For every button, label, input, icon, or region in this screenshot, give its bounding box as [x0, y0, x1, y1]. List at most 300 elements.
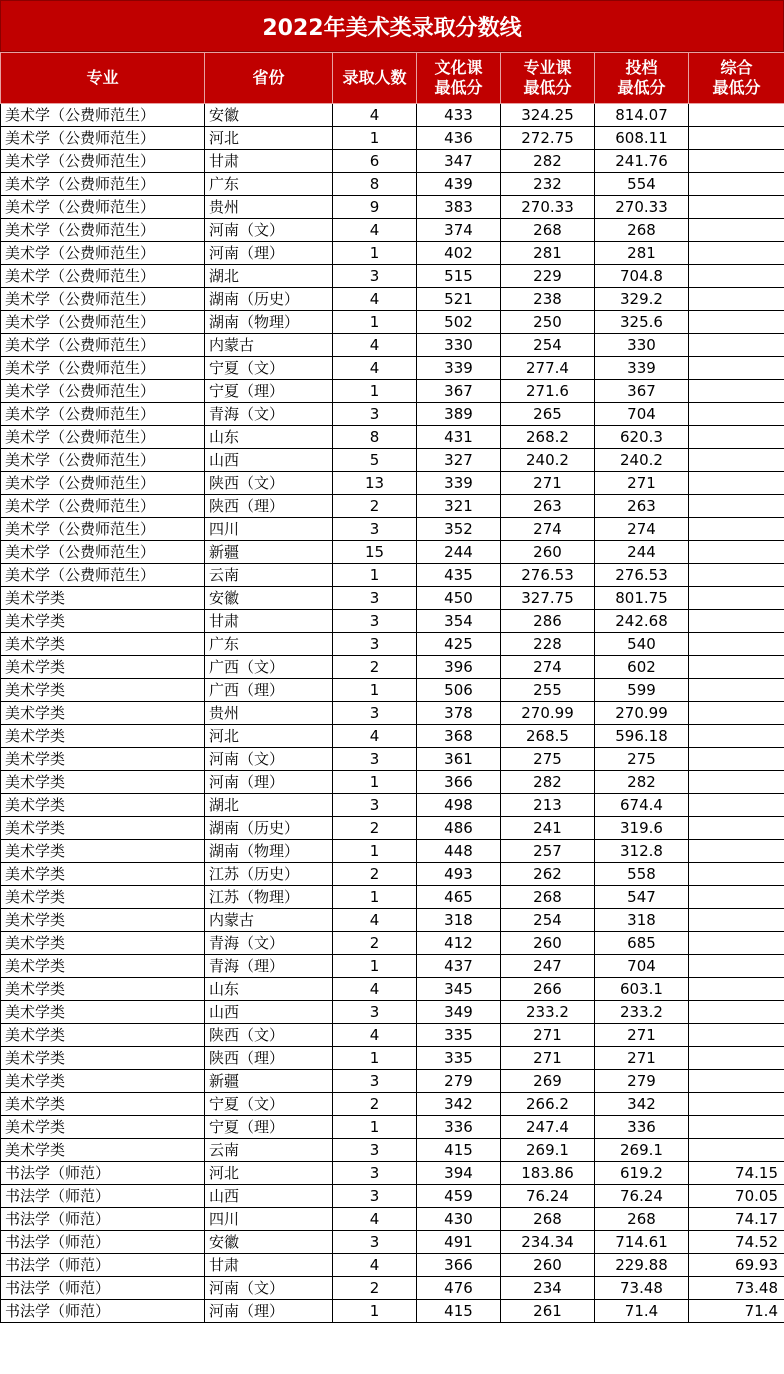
cell-count: 6	[333, 150, 417, 173]
cell-pro-min: 272.75	[501, 127, 595, 150]
cell-count: 1	[333, 955, 417, 978]
cell-total-min	[689, 541, 784, 564]
header-major-label: 专业	[86, 68, 119, 87]
cell-major: 美术学类	[1, 1139, 205, 1162]
cell-major: 美术学（公费师范生）	[1, 219, 205, 242]
cell-total-min	[689, 1116, 784, 1139]
cell-pro-min: 268	[501, 886, 595, 909]
cell-province: 内蒙古	[205, 334, 333, 357]
header-major	[1, 53, 205, 104]
cell-pro-min: 213	[501, 794, 595, 817]
cell-total-min	[689, 150, 784, 173]
cell-total-min	[689, 265, 784, 288]
cell-province: 山东	[205, 426, 333, 449]
cell-toudang-min: 674.4	[595, 794, 689, 817]
cell-count: 4	[333, 978, 417, 1001]
cell-province: 贵州	[205, 702, 333, 725]
cell-pro-min: 270.33	[501, 196, 595, 219]
cell-total-min	[689, 127, 784, 150]
cell-culture-min: 425	[417, 633, 501, 656]
cell-total-min: 70.05	[689, 1185, 784, 1208]
cell-total-min	[689, 587, 784, 610]
cell-major: 美术学类	[1, 1047, 205, 1070]
cell-major: 书法学（师范）	[1, 1162, 205, 1185]
table-row	[1, 1185, 784, 1208]
cell-toudang-min: 608.11	[595, 127, 689, 150]
cell-pro-min: 260	[501, 541, 595, 564]
table-row	[1, 1139, 784, 1162]
cell-toudang-min: 275	[595, 748, 689, 771]
cell-province: 新疆	[205, 1070, 333, 1093]
cell-culture-min: 439	[417, 173, 501, 196]
cell-pro-min: 183.86	[501, 1162, 595, 1185]
cell-count: 4	[333, 357, 417, 380]
cell-pro-min: 234.34	[501, 1231, 595, 1254]
cell-major: 美术学（公费师范生）	[1, 150, 205, 173]
cell-pro-min: 266.2	[501, 1093, 595, 1116]
cell-toudang-min: 596.18	[595, 725, 689, 748]
cell-culture-min: 366	[417, 771, 501, 794]
cell-province: 宁夏（文）	[205, 1093, 333, 1116]
cell-pro-min: 271	[501, 472, 595, 495]
header-count	[333, 53, 417, 104]
cell-total-min	[689, 1093, 784, 1116]
cell-province: 陕西（理）	[205, 495, 333, 518]
cell-total-min	[689, 1001, 784, 1024]
cell-toudang-min: 274	[595, 518, 689, 541]
cell-count: 4	[333, 219, 417, 242]
cell-total-min	[689, 403, 784, 426]
cell-toudang-min: 71.4	[595, 1300, 689, 1323]
cell-total-min: 71.4	[689, 1300, 784, 1323]
cell-culture-min: 493	[417, 863, 501, 886]
cell-total-min	[689, 449, 784, 472]
cell-major: 美术学（公费师范生）	[1, 449, 205, 472]
cell-province: 山东	[205, 978, 333, 1001]
cell-pro-min: 269	[501, 1070, 595, 1093]
cell-major: 美术学类	[1, 679, 205, 702]
cell-pro-min: 261	[501, 1300, 595, 1323]
cell-culture-min: 374	[417, 219, 501, 242]
cell-culture-min: 450	[417, 587, 501, 610]
cell-toudang-min: 619.2	[595, 1162, 689, 1185]
cell-toudang-min: 271	[595, 1024, 689, 1047]
header-toudang	[595, 53, 689, 104]
cell-major: 书法学（师范）	[1, 1254, 205, 1277]
cell-major: 美术学类	[1, 1116, 205, 1139]
table-row	[1, 1254, 784, 1277]
cell-toudang-min: 325.6	[595, 311, 689, 334]
cell-culture-min: 321	[417, 495, 501, 518]
score-table	[0, 52, 784, 1323]
cell-toudang-min: 342	[595, 1093, 689, 1116]
cell-major: 美术学类	[1, 748, 205, 771]
cell-pro-min: 228	[501, 633, 595, 656]
cell-pro-min: 270.99	[501, 702, 595, 725]
cell-pro-min: 266	[501, 978, 595, 1001]
header-province	[205, 53, 333, 104]
cell-major: 美术学类	[1, 794, 205, 817]
table-row	[1, 403, 784, 426]
cell-pro-min: 247.4	[501, 1116, 595, 1139]
cell-count: 1	[333, 127, 417, 150]
cell-count: 9	[333, 196, 417, 219]
cell-province: 甘肃	[205, 150, 333, 173]
table-row	[1, 357, 784, 380]
cell-total-min	[689, 771, 784, 794]
cell-pro-min: 76.24	[501, 1185, 595, 1208]
cell-major: 美术学类	[1, 840, 205, 863]
cell-province: 河南（文）	[205, 219, 333, 242]
table-row	[1, 771, 784, 794]
cell-toudang-min: 263	[595, 495, 689, 518]
table-row	[1, 196, 784, 219]
table-row	[1, 334, 784, 357]
cell-province: 甘肃	[205, 610, 333, 633]
cell-culture-min: 498	[417, 794, 501, 817]
cell-major: 美术学（公费师范生）	[1, 380, 205, 403]
cell-culture-min: 279	[417, 1070, 501, 1093]
cell-pro-min: 234	[501, 1277, 595, 1300]
cell-province: 河南（理）	[205, 242, 333, 265]
cell-culture-min: 396	[417, 656, 501, 679]
cell-total-min	[689, 863, 784, 886]
table-row	[1, 1047, 784, 1070]
header-row	[1, 53, 784, 104]
cell-toudang-min: 242.68	[595, 610, 689, 633]
cell-toudang-min: 540	[595, 633, 689, 656]
cell-count: 2	[333, 1277, 417, 1300]
table-row	[1, 656, 784, 679]
cell-province: 宁夏（文）	[205, 357, 333, 380]
cell-total-min	[689, 794, 784, 817]
cell-major: 书法学（师范）	[1, 1208, 205, 1231]
cell-toudang-min: 270.99	[595, 702, 689, 725]
cell-toudang-min: 233.2	[595, 1001, 689, 1024]
cell-culture-min: 436	[417, 127, 501, 150]
cell-culture-min: 415	[417, 1300, 501, 1323]
cell-culture-min: 378	[417, 702, 501, 725]
cell-toudang-min: 704	[595, 403, 689, 426]
cell-culture-min: 502	[417, 311, 501, 334]
cell-toudang-min: 76.24	[595, 1185, 689, 1208]
cell-count: 2	[333, 932, 417, 955]
cell-major: 美术学（公费师范生）	[1, 311, 205, 334]
cell-toudang-min: 268	[595, 1208, 689, 1231]
table-row	[1, 495, 784, 518]
table-row	[1, 817, 784, 840]
cell-count: 4	[333, 1024, 417, 1047]
cell-total-min	[689, 380, 784, 403]
header-province-label: 省份	[252, 68, 285, 87]
cell-toudang-min: 281	[595, 242, 689, 265]
cell-province: 湖南（历史）	[205, 288, 333, 311]
table-row	[1, 288, 784, 311]
table-row	[1, 1277, 784, 1300]
cell-total-min	[689, 242, 784, 265]
cell-province: 云南	[205, 564, 333, 587]
cell-pro-min: 247	[501, 955, 595, 978]
cell-culture-min: 491	[417, 1231, 501, 1254]
cell-toudang-min: 801.75	[595, 587, 689, 610]
cell-major: 美术学类	[1, 817, 205, 840]
cell-province: 广东	[205, 173, 333, 196]
cell-province: 陕西（文）	[205, 472, 333, 495]
cell-count: 3	[333, 1139, 417, 1162]
cell-culture-min: 394	[417, 1162, 501, 1185]
cell-culture-min: 335	[417, 1024, 501, 1047]
cell-toudang-min: 554	[595, 173, 689, 196]
cell-culture-min: 330	[417, 334, 501, 357]
table-row	[1, 1116, 784, 1139]
cell-major: 美术学（公费师范生）	[1, 495, 205, 518]
cell-count: 8	[333, 173, 417, 196]
cell-count: 1	[333, 679, 417, 702]
cell-major: 美术学类	[1, 610, 205, 633]
cell-toudang-min: 282	[595, 771, 689, 794]
table-row	[1, 449, 784, 472]
cell-major: 美术学类	[1, 932, 205, 955]
cell-count: 3	[333, 265, 417, 288]
cell-pro-min: 257	[501, 840, 595, 863]
cell-count: 1	[333, 380, 417, 403]
cell-province: 河南（文）	[205, 1277, 333, 1300]
cell-count: 3	[333, 633, 417, 656]
cell-count: 1	[333, 311, 417, 334]
cell-count: 4	[333, 1208, 417, 1231]
header-total	[689, 53, 784, 104]
cell-total-min	[689, 1024, 784, 1047]
cell-culture-min: 335	[417, 1047, 501, 1070]
table-row	[1, 541, 784, 564]
cell-pro-min: 277.4	[501, 357, 595, 380]
cell-pro-min: 324.25	[501, 104, 595, 127]
cell-total-min	[689, 909, 784, 932]
cell-province: 陕西（理）	[205, 1047, 333, 1070]
cell-toudang-min: 685	[595, 932, 689, 955]
cell-province: 云南	[205, 1139, 333, 1162]
cell-toudang-min: 271	[595, 472, 689, 495]
cell-pro-min: 260	[501, 932, 595, 955]
cell-culture-min: 339	[417, 357, 501, 380]
cell-culture-min: 486	[417, 817, 501, 840]
cell-major: 美术学（公费师范生）	[1, 426, 205, 449]
cell-pro-min: 269.1	[501, 1139, 595, 1162]
cell-total-min	[689, 288, 784, 311]
cell-culture-min: 448	[417, 840, 501, 863]
cell-major: 美术学（公费师范生）	[1, 403, 205, 426]
cell-culture-min: 339	[417, 472, 501, 495]
cell-count: 1	[333, 1116, 417, 1139]
cell-pro-min: 262	[501, 863, 595, 886]
header-toudang-line1: 投档	[625, 58, 658, 77]
table-row	[1, 610, 784, 633]
cell-toudang-min: 329.2	[595, 288, 689, 311]
cell-toudang-min: 268	[595, 219, 689, 242]
cell-province: 河北	[205, 1162, 333, 1185]
cell-total-min	[689, 932, 784, 955]
cell-major: 美术学（公费师范生）	[1, 541, 205, 564]
cell-pro-min: 254	[501, 334, 595, 357]
cell-toudang-min: 271	[595, 1047, 689, 1070]
cell-major: 美术学类	[1, 863, 205, 886]
cell-total-min	[689, 196, 784, 219]
table-body	[1, 104, 784, 1323]
cell-count: 3	[333, 1162, 417, 1185]
cell-count: 3	[333, 1231, 417, 1254]
header-culture-line1: 文化课	[434, 58, 483, 77]
page-title: 2022年美术类录取分数线	[0, 0, 784, 52]
cell-province: 内蒙古	[205, 909, 333, 932]
cell-toudang-min: 270.33	[595, 196, 689, 219]
cell-count: 1	[333, 886, 417, 909]
cell-culture-min: 354	[417, 610, 501, 633]
cell-toudang-min: 704	[595, 955, 689, 978]
cell-count: 5	[333, 449, 417, 472]
cell-toudang-min: 602	[595, 656, 689, 679]
cell-major: 美术学类	[1, 725, 205, 748]
cell-toudang-min: 240.2	[595, 449, 689, 472]
cell-major: 书法学（师范）	[1, 1231, 205, 1254]
cell-count: 4	[333, 909, 417, 932]
cell-total-min	[689, 702, 784, 725]
cell-count: 1	[333, 564, 417, 587]
table-row	[1, 265, 784, 288]
cell-pro-min: 274	[501, 518, 595, 541]
cell-province: 湖北	[205, 794, 333, 817]
cell-count: 3	[333, 518, 417, 541]
cell-pro-min: 282	[501, 150, 595, 173]
cell-pro-min: 276.53	[501, 564, 595, 587]
cell-culture-min: 433	[417, 104, 501, 127]
cell-province: 宁夏（理）	[205, 1116, 333, 1139]
cell-pro-min: 286	[501, 610, 595, 633]
cell-total-min	[689, 1047, 784, 1070]
table-row	[1, 426, 784, 449]
header-count-label: 录取人数	[342, 68, 407, 87]
table-row	[1, 472, 784, 495]
cell-province: 湖南（物理）	[205, 311, 333, 334]
cell-culture-min: 402	[417, 242, 501, 265]
cell-major: 美术学（公费师范生）	[1, 127, 205, 150]
cell-pro-min: 263	[501, 495, 595, 518]
table-row	[1, 978, 784, 1001]
table-row	[1, 1001, 784, 1024]
cell-major: 美术学（公费师范生）	[1, 518, 205, 541]
cell-province: 广西（理）	[205, 679, 333, 702]
cell-count: 3	[333, 1001, 417, 1024]
cell-culture-min: 244	[417, 541, 501, 564]
cell-pro-min: 268.5	[501, 725, 595, 748]
cell-province: 湖南（物理）	[205, 840, 333, 863]
cell-culture-min: 345	[417, 978, 501, 1001]
cell-total-min	[689, 610, 784, 633]
cell-pro-min: 275	[501, 748, 595, 771]
cell-culture-min: 515	[417, 265, 501, 288]
cell-culture-min: 349	[417, 1001, 501, 1024]
header-culture-line2: 最低分	[434, 78, 483, 97]
cell-province: 新疆	[205, 541, 333, 564]
cell-total-min	[689, 817, 784, 840]
cell-toudang-min: 603.1	[595, 978, 689, 1001]
cell-province: 宁夏（理）	[205, 380, 333, 403]
cell-culture-min: 437	[417, 955, 501, 978]
table-row	[1, 702, 784, 725]
cell-pro-min: 265	[501, 403, 595, 426]
header-total-line2: 最低分	[712, 78, 761, 97]
cell-pro-min: 232	[501, 173, 595, 196]
cell-count: 1	[333, 1300, 417, 1323]
cell-count: 1	[333, 1047, 417, 1070]
cell-culture-min: 352	[417, 518, 501, 541]
table-row	[1, 840, 784, 863]
cell-culture-min: 465	[417, 886, 501, 909]
cell-total-min: 69.93	[689, 1254, 784, 1277]
cell-total-min	[689, 564, 784, 587]
cell-province: 河北	[205, 725, 333, 748]
cell-count: 2	[333, 495, 417, 518]
cell-culture-min: 389	[417, 403, 501, 426]
cell-toudang-min: 620.3	[595, 426, 689, 449]
cell-count: 4	[333, 104, 417, 127]
cell-province: 青海（文）	[205, 932, 333, 955]
cell-culture-min: 415	[417, 1139, 501, 1162]
table-row	[1, 1093, 784, 1116]
table-row	[1, 955, 784, 978]
cell-toudang-min: 814.07	[595, 104, 689, 127]
cell-count: 3	[333, 702, 417, 725]
cell-total-min	[689, 173, 784, 196]
cell-pro-min: 268	[501, 1208, 595, 1231]
cell-major: 美术学类	[1, 1001, 205, 1024]
table-row	[1, 1024, 784, 1047]
header-pro-line1: 专业课	[523, 58, 572, 77]
cell-total-min	[689, 219, 784, 242]
cell-count: 1	[333, 771, 417, 794]
cell-toudang-min: 241.76	[595, 150, 689, 173]
cell-total-min	[689, 472, 784, 495]
table-row	[1, 794, 784, 817]
cell-total-min	[689, 495, 784, 518]
cell-toudang-min: 279	[595, 1070, 689, 1093]
cell-total-min: 74.17	[689, 1208, 784, 1231]
cell-culture-min: 336	[417, 1116, 501, 1139]
cell-province: 湖南（历史）	[205, 817, 333, 840]
cell-culture-min: 342	[417, 1093, 501, 1116]
table-row	[1, 633, 784, 656]
table-row	[1, 932, 784, 955]
cell-count: 3	[333, 403, 417, 426]
cell-province: 贵州	[205, 196, 333, 219]
cell-pro-min: 327.75	[501, 587, 595, 610]
cell-province: 江苏（物理）	[205, 886, 333, 909]
table-row	[1, 863, 784, 886]
cell-pro-min: 274	[501, 656, 595, 679]
cell-major: 美术学类	[1, 633, 205, 656]
cell-count: 4	[333, 725, 417, 748]
cell-province: 山西	[205, 1001, 333, 1024]
cell-toudang-min: 73.48	[595, 1277, 689, 1300]
cell-major: 书法学（师范）	[1, 1300, 205, 1323]
cell-total-min	[689, 1070, 784, 1093]
cell-province: 青海（理）	[205, 955, 333, 978]
cell-province: 青海（文）	[205, 403, 333, 426]
table-row	[1, 127, 784, 150]
cell-pro-min: 254	[501, 909, 595, 932]
table-row	[1, 1162, 784, 1185]
cell-major: 美术学类	[1, 587, 205, 610]
table-row	[1, 380, 784, 403]
